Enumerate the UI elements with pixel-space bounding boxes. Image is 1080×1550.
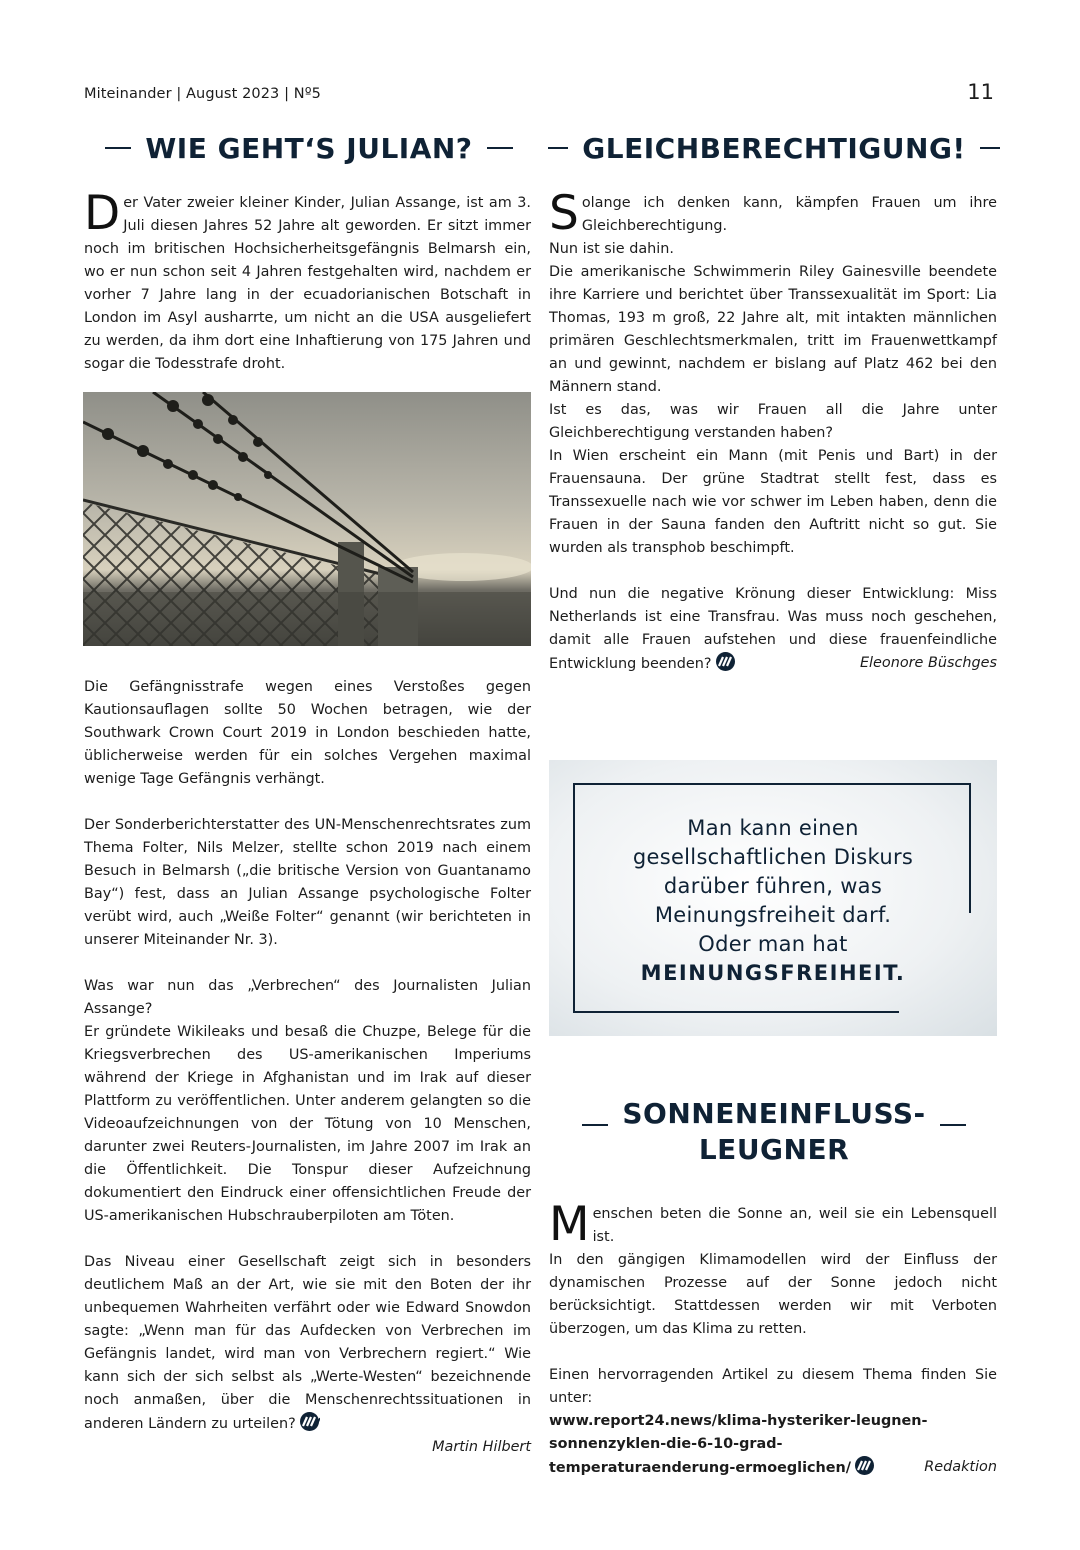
gleich-body xyxy=(549,186,997,676)
julian-intro xyxy=(84,186,531,376)
author-name: Redaktion xyxy=(924,1459,997,1475)
title-text: SONNENEINFLUSS- xyxy=(622,1097,926,1130)
page-number: 11 xyxy=(967,80,994,104)
title-dash-right xyxy=(487,147,513,149)
paragraph-text: Und nun die negative Krönung dieser Entwicklung: Miss Netherlands ist eine Transfrau. Was muss noch geschehen, damit alle Frauen aufstehen und diese frauenfeindliche Entwicklung beenden? xyxy=(549,586,997,672)
article-link[interactable]: temperaturaenderung-ermoeglichen/ xyxy=(549,1460,852,1476)
quote-line: Meinungsfreiheit darf. xyxy=(654,903,892,927)
paragraph-text: olange ich denken kann, kämpfen Frauen um ihre Gleichberechtigung. xyxy=(581,195,997,234)
title-dash-left xyxy=(105,147,131,149)
paragraph: Nun ist sie dahin. xyxy=(549,241,674,257)
title-text: WIE GEHT‘S JULIAN? xyxy=(145,131,473,165)
title-dash-right xyxy=(940,1124,966,1126)
paragraph: Einen hervorragenden Artikel zu diesem Thema finden Sie unter: xyxy=(549,1367,997,1406)
paragraph: Ist es das, was wir Frauen all die Jahre unter Gleichberechtigung verstanden haben? xyxy=(549,402,997,441)
article-link[interactable]: www.report24.news/klima-hysteriker-leugnen- xyxy=(549,1413,928,1429)
paragraph: Was war nun das „Verbrechen“ des Journalisten Julian Assange? xyxy=(84,978,531,1017)
quote-frame-line xyxy=(573,1011,899,1013)
author-name: Martin Hilbert xyxy=(432,1439,531,1455)
quote-text xyxy=(575,814,971,988)
article-title-sonne xyxy=(548,1096,1000,1168)
paragraph: Die Gefängnisstrafe wegen eines Verstoßes gegen Kautionsauflagen sollte 50 Wochen betragen, wie der Southwark Crown Court 2019 in London beschieden hatte, üblicherweise werden für ein solches Vergehen maximal wenige Tage Gefängnis verhängt. xyxy=(84,679,531,787)
title-dash-left xyxy=(582,1124,608,1126)
julian-body xyxy=(84,676,531,1459)
paragraph xyxy=(549,186,997,241)
dropcap: D xyxy=(84,186,121,241)
miteinander-logo-icon xyxy=(855,1456,874,1475)
quote-emphasis: MEINUNGSFREIHEIT. xyxy=(640,961,906,985)
paragraph: Die amerikanische Schwimmerin Riley Gainesville beendete ihre Karriere und berichtet über Transsexualität im Sport: Lia Thomas, 193 m groß, 22 Jahre alt, mit intakten männlichen primären Geschlechtsmerkmalen, tritt im Frauenwettkampf an und gewinnt, nachdem er bislang auf Platz 462 bei den Männern stand. xyxy=(549,264,997,395)
paragraph xyxy=(84,1251,531,1436)
miteinander-logo-icon xyxy=(716,652,735,671)
paragraph: In den gängigen Klimamodellen wird der Einfluss der dynamischen Prozesse auf der Sonne jedoch nicht berücksichtigt. Stattdessen werden wir mit Verboten überzogen, um das Klima zu retten. xyxy=(549,1252,997,1337)
paragraph-text: Das Niveau einer Gesellschaft zeigt sich in besonders deutlichem Maß an der Art, wie sie mit den Boten der ihr unbequemen Wahrheiten verfährt oder wie Edward Snowdon sagte: „Wenn man für das Aufdecken von Verbrechen im Gefängnis landet, wird man von Verbrechern regiert.“ Wie kann sich der sich selbst als „Werte-Westen“ bezeichnende noch anmaßen, über die Menschenrechtssituationen in anderen Ländern zu urteilen? xyxy=(84,1254,531,1432)
title-text: GLEICHBERECHTIGUNG! xyxy=(582,131,966,165)
quote-line: Oder man hat xyxy=(698,932,848,956)
paragraph xyxy=(549,583,997,676)
title-row xyxy=(582,1096,965,1132)
fence-image xyxy=(83,392,531,646)
quote-line: darüber führen, was xyxy=(663,874,883,898)
paragraph-text: enschen beten die Sonne an, weil sie ein Lebensquell ist. xyxy=(592,1206,997,1245)
paragraph xyxy=(84,186,531,376)
paragraph: In Wien erscheint ein Mann (mit Penis und Bart) in der Frauensauna. Der grüne Stadtrat stellt fest, dass es Transsexuelle nach wie vor schwer im Leben haben, denn die Frauen in der Sauna fanden den Auftritt nicht so gut. Sie wurden als transphob beschimpft. xyxy=(549,448,997,556)
dropcap: M xyxy=(549,1197,590,1252)
article-link[interactable]: sonnenzyklen-die-6-10-grad- xyxy=(549,1436,783,1452)
title-dash-left xyxy=(548,147,568,149)
publication-header: Miteinander | August 2023 | Nº5 xyxy=(84,86,321,102)
paragraph: Der Sonderberichterstatter des UN-Menschenrechtsrates zum Thema Folter, Nils Melzer, stellte schon 2019 nach einem Besuch in Belmarsh („die britische Version von Guantanamo Bay“) fest, dass an Julian Assange psychologische Folter verübt wird, auch „Weiße Folter“ genannt (wir berichteten in unserer Miteinander Nr. 3). xyxy=(84,817,531,948)
title-text: LEUGNER xyxy=(698,1133,850,1166)
article-title-julian xyxy=(84,128,534,168)
paragraph: Er gründete Wikileaks und besaß die Chuzpe, Belege für die Kriegsverbrechen des US-amerikanischen Imperiums während der Kriege in Afghanistan und im Irak auf dieser Plattform zu veröffentlichen. Unter anderem gelangten so die Videoaufzeichnungen von der Tötung von 10 Menschen, darunter zwei Reuters-Journalisten, im Jahre 2007 im Irak an die Öffentlichkeit. Die Tonspur dieser Aufzeichnung dokumentiert den Eindruck einer offensichtlichen Freude der US-amerikanischen Hubschrauberpiloten am Töten. xyxy=(84,1024,531,1224)
quote-line: Man kann einen xyxy=(687,816,859,840)
title-dash-right xyxy=(980,147,1000,149)
barbed-wire-fence-photo xyxy=(83,392,531,646)
paragraph xyxy=(549,1197,997,1252)
quote-line: gesellschaftlichen Diskurs xyxy=(632,845,914,869)
dropcap: S xyxy=(549,186,579,241)
author-name: Eleonore Büschges xyxy=(859,655,997,671)
article-title-gleich xyxy=(548,128,1000,168)
article-link-end xyxy=(549,1456,997,1480)
paragraph-text: er Vater zweier kleiner Kinder, Julian Assange, ist am 3. Juli diesen Jahres 52 Jahre alt geworden. Er sitzt immer noch im britischen Hochsicherheitsgefängnis Belmarsh ein, wo er nun schon seit 4 Jahren festgehalten wird, nachdem er vorher 7 Jahre lang in der ecuadorianischen Botschaft in London im Asyl ausharrte, um nicht an die USA ausgeliefert zu werden, da ihm dort eine Inhaftierung von 175 Jahren und sogar die Todesstrafe droht. xyxy=(84,195,531,372)
miteinander-logo-icon xyxy=(300,1412,319,1431)
quote-frame-line xyxy=(573,783,971,785)
sonne-body xyxy=(549,1197,997,1480)
